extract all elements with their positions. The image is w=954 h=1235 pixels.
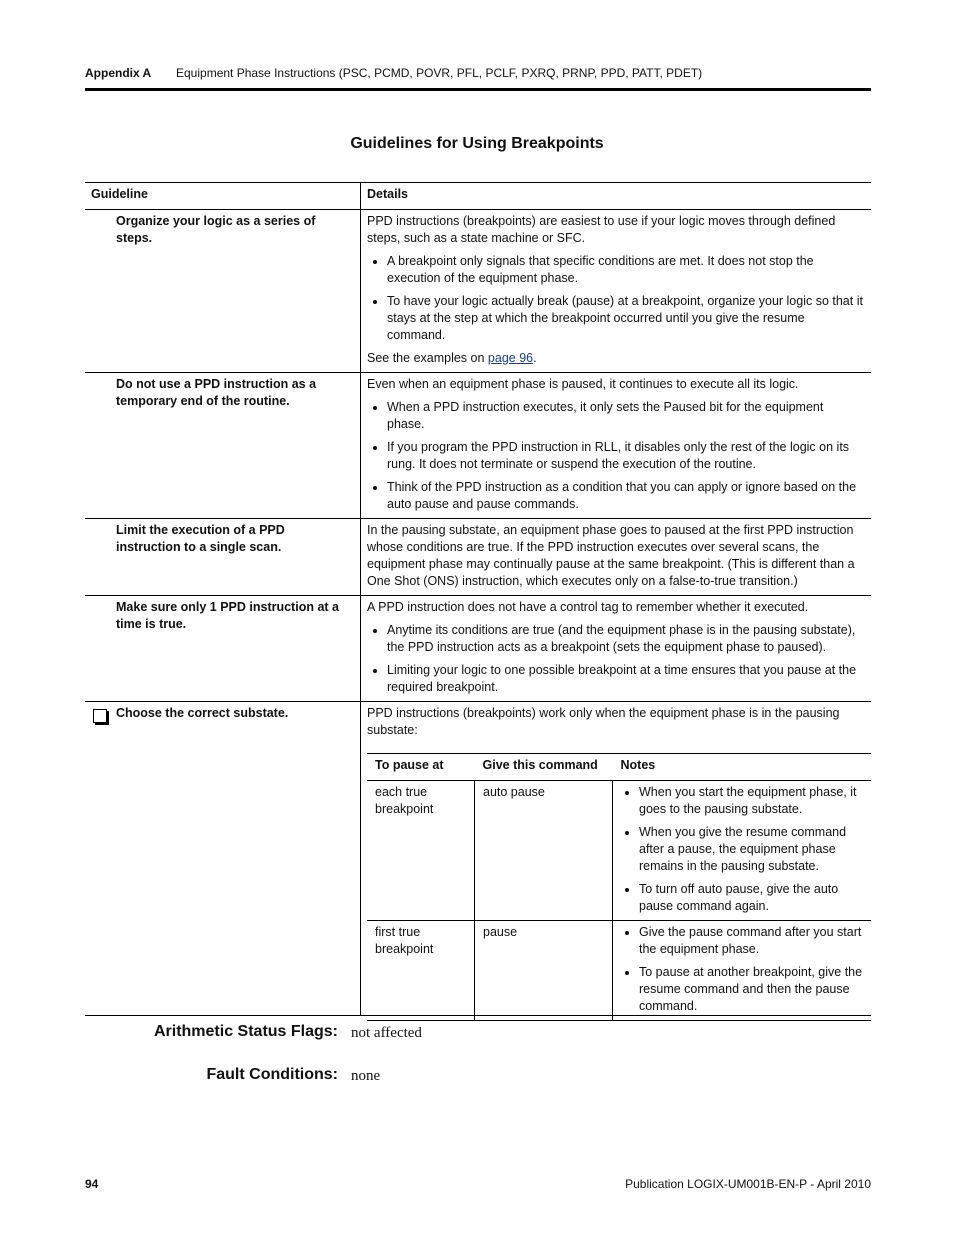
- page-header: [85, 66, 871, 91]
- arithmetic-label: Arithmetic Status Flags:: [153, 1023, 338, 1040]
- list-item: • A breakpoint only signals that specific conditions are met. It does not stop the execution of the equipment phase.: [387, 253, 863, 287]
- details-intro: Even when an equipment phase is paused, it continues to execute all its logic.: [367, 377, 799, 391]
- table-row: [85, 519, 871, 596]
- header-title: Equipment Phase Instructions (PSC, PCMD, POVR, PFL, PCLF, PXRQ, PRNP, PPD, PATT, PDET): [176, 66, 703, 80]
- details-list: [367, 622, 863, 696]
- list-item: • If you program the PPD instruction in RLL, it disables only the rest of the logic on its rung. It does not terminate or suspend the execution of the routine.: [387, 439, 863, 473]
- guideline-label: Do not use a PPD instruction as a temporary end of the routine.: [116, 377, 317, 408]
- give-command-header: Give this command: [475, 754, 613, 781]
- section-title: Guidelines for Using Breakpoints: [350, 135, 604, 152]
- table-row: [85, 596, 871, 702]
- appendix-label: Appendix A: [85, 66, 152, 80]
- guideline-label: Organize your logic as a series of steps.: [116, 214, 316, 245]
- table-row: [367, 921, 871, 1021]
- list-item: • Give the pause command after you start the equipment phase.: [639, 924, 865, 958]
- command-cell: pause: [475, 921, 613, 1021]
- guideline-label: Make sure only 1 PPD instruction at a time is true.: [116, 600, 339, 631]
- guideline-label: Choose the correct substate.: [116, 706, 289, 720]
- list-item: • Think of the PPD instruction as a condition that you can apply or ignore based on the auto pause and pause commands.: [387, 479, 863, 513]
- table-row: [85, 210, 871, 373]
- details-list: [367, 399, 863, 513]
- table-row: [85, 702, 871, 1016]
- pause-at-cell: each true breakpoint: [367, 781, 475, 921]
- list-item: • Anytime its conditions are true (and the equipment phase is in the pausing substate), the PPD instruction acts as a breakpoint (sets the equipment phase to paused).: [387, 622, 863, 656]
- list-item: • When a PPD instruction executes, it only sets the Paused bit for the equipment phase.: [387, 399, 863, 433]
- to-pause-at-header: To pause at: [367, 754, 475, 781]
- details-intro: PPD instructions (breakpoints) are easiest to use if your logic moves through defined steps, such as a state machine or SFC.: [367, 214, 836, 245]
- page-link[interactable]: page 96: [487, 351, 534, 365]
- list-item: • To pause at another breakpoint, give the resume command and then the pause command.: [639, 964, 865, 1015]
- guidelines-table: [85, 182, 871, 1016]
- list-item: • When you give the resume command after a pause, the equipment phase remains in the pausing substate.: [639, 824, 865, 875]
- checkbox-icon[interactable]: [93, 709, 107, 723]
- list-item: • To have your logic actually break (pause) at a breakpoint, organize your logic so that it stays at the step at which the breakpoint occurred until you give the resume command.: [387, 293, 863, 344]
- fault-value: none: [351, 1068, 381, 1084]
- notes-list: [621, 784, 865, 915]
- details-intro: In the pausing substate, an equipment phase goes to paused at the first PPD instruction whose conditions are true. If the PPD instruction executes over several scans, the equipment phase may continually pause at the same breakpoint. (This is different than a One Shot (ONS) instruction, which executes only on a false-to-true transition.): [367, 523, 855, 588]
- page-number: 94: [85, 1177, 99, 1191]
- list-item: • When you start the equipment phase, it goes to the pausing substate.: [639, 784, 865, 818]
- command-cell: auto pause: [475, 781, 613, 921]
- details-list: [367, 253, 863, 344]
- guideline-column-header: Guideline: [85, 183, 361, 210]
- table-row: [85, 373, 871, 519]
- details-intro: A PPD instruction does not have a control tag to remember whether it executed.: [367, 600, 809, 614]
- details-intro: PPD instructions (breakpoints) work only when the equipment phase is in the pausing substate:: [367, 706, 840, 737]
- pause-at-cell: first true breakpoint: [367, 921, 475, 1021]
- guideline-label: Limit the execution of a PPD instruction to a single scan.: [116, 523, 285, 554]
- table-row: [367, 781, 871, 921]
- notes-header: Notes: [613, 754, 872, 781]
- publication-info: Publication LOGIX-UM001B-EN-P - April 2010: [625, 1177, 871, 1191]
- see-examples: See the examples on page 96.: [367, 351, 537, 365]
- list-item: • To turn off auto pause, give the auto pause command again.: [639, 881, 865, 915]
- fault-label: Fault Conditions:: [206, 1066, 338, 1083]
- notes-list: [621, 924, 865, 1015]
- arithmetic-value: not affected: [351, 1025, 422, 1041]
- list-item: • Limiting your logic to one possible breakpoint at a time ensures that you pause at the required breakpoint.: [387, 662, 863, 696]
- substate-table: [367, 753, 871, 1021]
- details-column-header: Details: [361, 183, 872, 210]
